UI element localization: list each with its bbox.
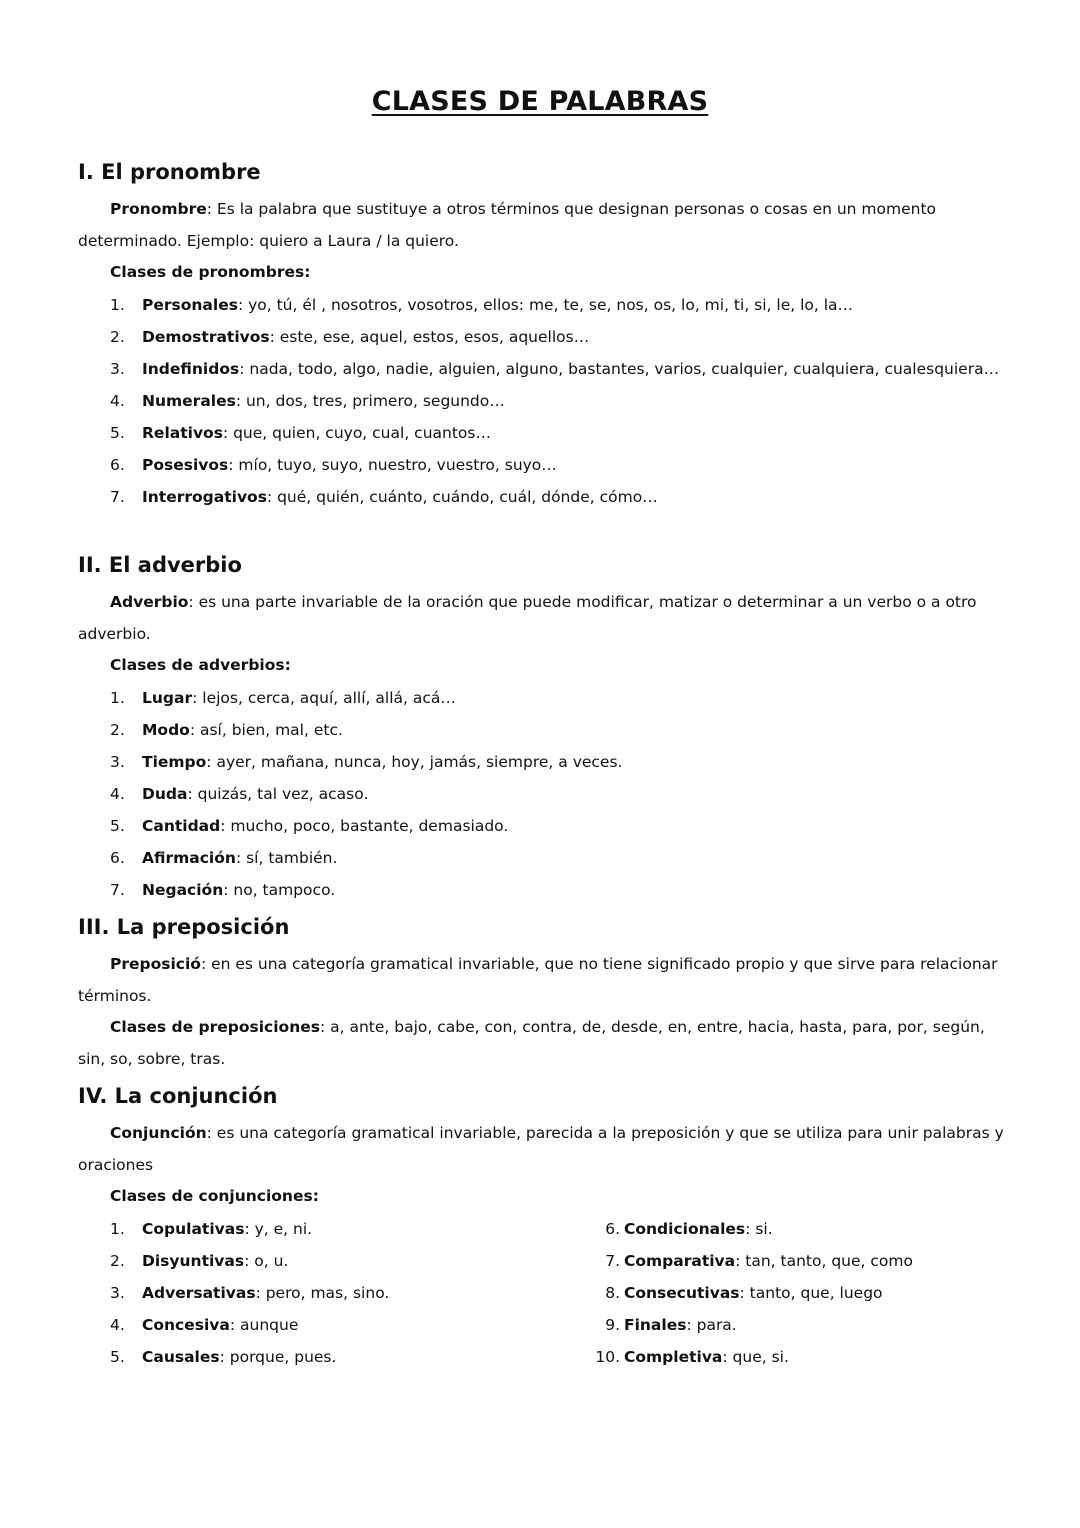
item-text: : quizás, tal vez, acaso.: [187, 784, 369, 803]
item-text: : aunque: [229, 1315, 299, 1334]
section-heading: I. El pronombre: [78, 160, 261, 184]
item-number: 6.: [110, 848, 125, 867]
classes-term: Clases de preposiciones: [110, 1018, 320, 1036]
item-number: 9.: [605, 1315, 620, 1334]
item-term: Interrogativos: [142, 487, 267, 506]
item-number: 2.: [110, 720, 125, 739]
list-item: [560, 1341, 990, 1373]
list-item: [78, 321, 1008, 353]
list-item: [78, 449, 1008, 481]
item-text: : y, e, ni.: [244, 1219, 313, 1238]
item-number: 3.: [110, 752, 125, 771]
pronoun-classes-list: [78, 289, 1008, 513]
item-number: 2.: [110, 327, 125, 346]
item-text: : tanto, que, luego: [739, 1283, 883, 1302]
list-item: [78, 874, 1008, 906]
section-heading: IV. La conjunción: [78, 1084, 278, 1108]
list-item: [560, 1245, 990, 1277]
item-number: 10.: [595, 1347, 620, 1366]
item-text: : tan, tanto, que, como: [735, 1251, 913, 1270]
list-item: [78, 842, 1008, 874]
item-term: Tiempo: [142, 752, 207, 771]
item-number: 4.: [110, 784, 125, 803]
item-number: 1.: [110, 688, 125, 707]
item-term: Comparativa: [624, 1251, 736, 1270]
list-item: [560, 1213, 990, 1245]
item-text: : sí, también.: [235, 848, 338, 867]
item-term: Condicionales: [624, 1219, 746, 1238]
item-term: Relativos: [142, 423, 223, 442]
item-number: 6.: [110, 455, 125, 474]
item-term: Completiva: [624, 1347, 723, 1366]
item-term: Numerales: [142, 391, 236, 410]
item-text: : para.: [686, 1315, 737, 1334]
item-term: Duda: [142, 784, 188, 803]
item-text: : mío, tuyo, suyo, nuestro, vuestro, suyo…: [228, 455, 557, 474]
list-item: [560, 1277, 990, 1309]
item-term: Cantidad: [142, 816, 221, 835]
item-number: 5.: [110, 816, 125, 835]
definition-paragraph: [78, 1118, 1008, 1181]
definition-text: : en es una categoría gramatical invariable, que no tiene significado propio y que sirve para relacionar términos.: [78, 955, 998, 1005]
section-heading: III. La preposición: [78, 915, 290, 939]
item-term: Modo: [142, 720, 190, 739]
item-text: : ayer, mañana, nunca, hoy, jamás, siempre, a veces.: [206, 752, 623, 771]
definition-term: Pronombre: [110, 200, 207, 218]
definition-term: Preposició: [110, 955, 201, 973]
item-term: Copulativas: [142, 1219, 245, 1238]
list-item: [78, 289, 1008, 321]
list-item: [78, 682, 1008, 714]
item-term: Finales: [624, 1315, 687, 1334]
definition-paragraph: [78, 194, 1008, 257]
item-term: Afirmación: [142, 848, 236, 867]
section-conjuncion: [78, 1081, 1008, 1373]
conjunction-classes-columns: [78, 1213, 1008, 1373]
item-text: : un, dos, tres, primero, segundo…: [235, 391, 505, 410]
definition-text: : Es la palabra que sustituye a otros términos que designan personas o cosas en un momento determinado. Ejemplo: quiero a Laura / la quiero.: [78, 200, 937, 250]
preposition-classes-paragraph: [78, 1012, 1008, 1075]
item-number: 1.: [110, 1219, 125, 1238]
classes-label: Clases de adverbios:: [110, 656, 291, 674]
item-text: : lejos, cerca, aquí, allí, allá, acá…: [192, 688, 456, 707]
definition-term: Conjunción: [110, 1124, 207, 1142]
item-text: : no, tampoco.: [223, 880, 336, 899]
definition-text: : es una parte invariable de la oración que puede modificar, matizar o determinar a un verbo o a otro adverbio.: [78, 593, 977, 643]
item-number: 1.: [110, 295, 125, 314]
item-term: Indefinidos: [142, 359, 240, 378]
item-text: : pero, mas, sino.: [255, 1283, 390, 1302]
list-item: [78, 1213, 548, 1245]
list-item: [78, 481, 1008, 513]
list-item: [78, 1245, 548, 1277]
item-number: 6.: [605, 1219, 620, 1238]
section-heading: II. El adverbio: [78, 553, 242, 577]
document-title: CLASES DE PALABRAS: [371, 86, 709, 117]
definition-text: : es una categoría gramatical invariable, parecida a la preposición y que se utiliza para unir palabras y oraciones: [78, 1124, 1004, 1174]
list-item: [78, 778, 1008, 810]
classes-label: Clases de pronombres:: [110, 263, 311, 281]
definition-term: Adverbio: [110, 593, 189, 611]
item-text: : o, u.: [244, 1251, 289, 1270]
item-number: 7.: [605, 1251, 620, 1270]
item-number: 7.: [110, 880, 125, 899]
list-item: [78, 714, 1008, 746]
adverb-classes-list: [78, 682, 1008, 906]
item-term: Posesivos: [142, 455, 229, 474]
item-term: Concesiva: [142, 1315, 230, 1334]
item-number: 8.: [605, 1283, 620, 1302]
item-number: 3.: [110, 359, 125, 378]
item-text: : mucho, poco, bastante, demasiado.: [220, 816, 509, 835]
item-term: Causales: [142, 1347, 220, 1366]
item-text: : yo, tú, él , nosotros, vosotros, ellos: me, te, se, nos, os, lo, mi, ti, si, le, lo, la…: [237, 295, 854, 314]
list-item: [78, 1309, 548, 1341]
definition-paragraph: [78, 587, 1008, 650]
definition-paragraph: [78, 949, 1008, 1012]
section-preposicion: [78, 912, 1008, 1075]
item-term: Adversativas: [142, 1283, 256, 1302]
list-item: [78, 1341, 548, 1373]
list-item: [78, 417, 1008, 449]
item-text: : nada, todo, algo, nadie, alguien, alguno, bastantes, varios, cualquier, cualquiera, cualesquiera…: [239, 359, 1000, 378]
item-text: : porque, pues.: [219, 1347, 337, 1366]
item-term: Lugar: [142, 688, 193, 707]
item-text: : este, ese, aquel, estos, esos, aquellos…: [269, 327, 590, 346]
item-term: Consecutivas: [624, 1283, 740, 1302]
item-number: 5.: [110, 1347, 125, 1366]
list-item: [78, 1277, 548, 1309]
classes-label: Clases de conjunciones:: [110, 1187, 319, 1205]
item-number: 7.: [110, 487, 125, 506]
conjunction-classes-list-right: [560, 1213, 990, 1373]
item-term: Demostrativos: [142, 327, 270, 346]
item-text: : así, bien, mal, etc.: [189, 720, 343, 739]
item-number: 4.: [110, 391, 125, 410]
item-number: 4.: [110, 1315, 125, 1334]
list-item: [78, 353, 1008, 385]
list-item: [78, 385, 1008, 417]
classes-text: : a, ante, bajo, cabe, con, contra, de, desde, en, entre, hacia, hasta, para, por, según, sin, so, sobre, tras.: [78, 1018, 985, 1068]
list-item: [78, 746, 1008, 778]
item-text: : que, si.: [722, 1347, 789, 1366]
item-number: 3.: [110, 1283, 125, 1302]
conjunction-classes-list-left: [78, 1213, 548, 1373]
section-adverbio: [78, 550, 1008, 906]
item-term: Personales: [142, 295, 238, 314]
item-number: 2.: [110, 1251, 125, 1270]
item-text: : que, quien, cuyo, cual, cuantos…: [222, 423, 491, 442]
section-pronombre: [78, 157, 1008, 513]
list-item: [78, 810, 1008, 842]
item-text: : si.: [745, 1219, 773, 1238]
list-item: [560, 1309, 990, 1341]
item-term: Disyuntivas: [142, 1251, 245, 1270]
item-term: Negación: [142, 880, 224, 899]
item-number: 5.: [110, 423, 125, 442]
item-text: : qué, quién, cuánto, cuándo, cuál, dónde, cómo…: [266, 487, 658, 506]
